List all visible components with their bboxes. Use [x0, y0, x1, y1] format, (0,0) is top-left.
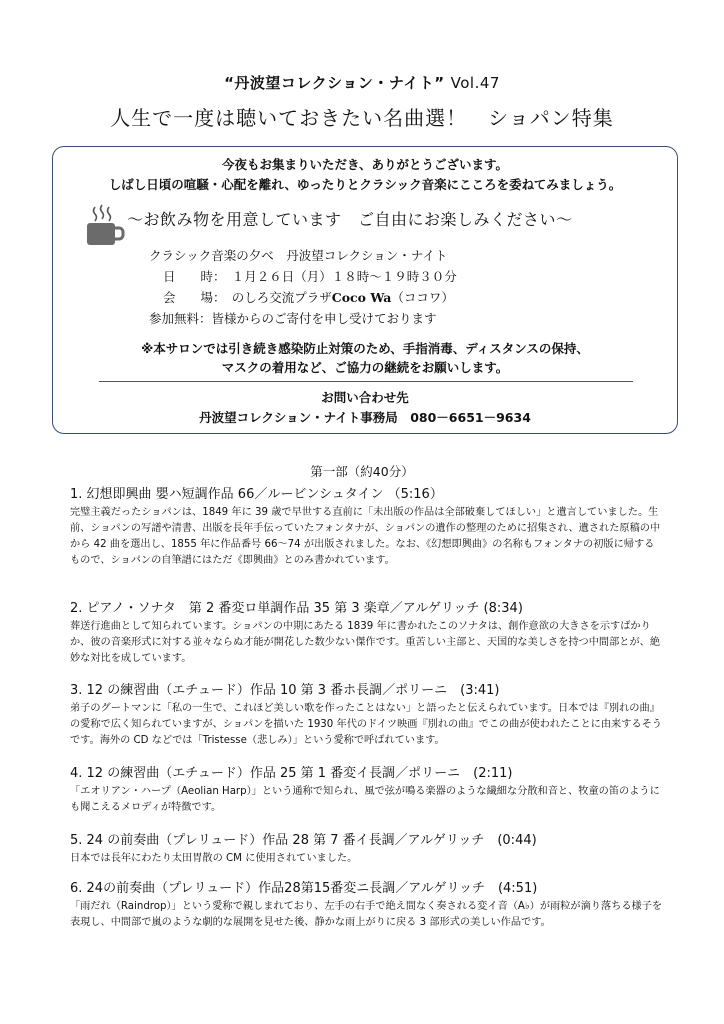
program-item-description: 「雨だれ（Raindrop）」という愛称で親しまれており、左手の右手で絶え間なく奏される変イ音（A♭）が雨粒が滴り落ちる様子を表現し、中間部で嵐のような劇的な展開を見せた後、静かな雨上がりに戻る 3 部形式の美しい作品です。 [70, 901, 663, 928]
program-item-title: 5. 24 の前奏曲（プレリュード）作品 28 第 7 番イ長調／アルゲリッチ (0:44) [70, 833, 537, 848]
volume-number: Vol.47 [450, 74, 500, 92]
contact-label: お問い合わせ先 [321, 390, 409, 405]
program-item-title: 1. 幻想即興曲 嬰ハ短調作品 66／ルービンシュタイン （5:16） [70, 487, 443, 502]
contact-block [53, 388, 677, 428]
program-item-title: 6. 24の前奏曲（プレリュード）作品28第15番変ニ長調／アルゲリッチ (4:51) [70, 881, 538, 896]
program-item-description: 弟子のグートマンに「私の一生で、これほど美しい歌を作ったことはない」と語ったと伝えられています。日本では『別れの曲』の愛称で広く知られていますが、ショパンを描いた 1930 年代のドイツ映画『別れの曲』でこの曲が使われたことに由来するそうです。海外の CD などでは「Tristesse（悲しみ）」という愛称で呼ばれています。 [70, 703, 662, 746]
program-item [70, 832, 664, 867]
event-info [149, 245, 457, 329]
program-item-description: 「エオリアン・ハープ（Aeolian Harp）」という通称で知られ、風で弦が鳴る楽器のような繊細な分散和音と、牧童の笛のようにも聞こえるメロディが特徴です。 [70, 786, 660, 813]
venue-prefix: 会 場： のしろ交流プラザ [163, 290, 332, 305]
event-venue [149, 287, 457, 308]
series-title [0, 72, 724, 93]
event-name: クラシック音楽の夕べ 丹波望コレクション・ナイト [149, 248, 448, 263]
coffee-cup-icon [81, 203, 125, 247]
greeting-line-2: しばし日頃の喧騒・心配を離れ、ゆったりとクラシック音楽にこころを委ねてみましょう。 [108, 177, 622, 192]
contact-info: 丹波望コレクション・ナイト事務局 080－6651－9634 [199, 410, 531, 425]
program-item-description: 葬送行進曲として知られています。ショパンの中期にあたる 1839 年に書かれたこのソナタは、創作意欲の大きさを示すばかりか、彼の音楽形式に対する並々ならぬ才能が開花した数少ない傑作です。重苦しい主部と、天国的な美しさを持つ中間部とが、絶妙な対比を成しています。 [70, 621, 661, 664]
program-item [70, 682, 664, 749]
part-heading: 第一部（約40分） [310, 464, 414, 479]
greeting-line-1: 今夜もお集まりいただき、ありがとうございます。 [221, 157, 508, 172]
program-item-description: 日本では長年にわたり太田胃散の CM に使用されていました。 [70, 853, 358, 864]
venue-suffix: （ココワ） [391, 290, 454, 305]
program-item [70, 600, 664, 667]
covid-notice-line-2: マスクの着用など、ご協力の継続をお願いします。 [221, 360, 509, 375]
covid-notice [53, 339, 677, 377]
program-item [70, 486, 664, 569]
program-item-description: 完璧主義だったショパンは、1849 年に 39 歳で早世する直前に「未出版の作品は全部破棄してほしい」と遺言していました。生前、ショパンの写譜や清書、出版を長年手伝っていたフォンタナが、ショパンの遺作の整理のために招集され、遺された原稿の中から 42 曲を選出し、1855 年に作品番号 66～74 が出版されました。なお、《幻想即興曲》の名称もフォンタナの初版に帰するもので、ショパンの自筆譜にはただ《即興曲》とのみ書かれています。 [70, 507, 661, 566]
program-item [70, 880, 664, 931]
covid-notice-line-1: ※本サロンでは引き続き感染防止対策のため、手指消毒、ディスタンスの保持、 [141, 341, 589, 356]
series-name: “丹波望コレクション・ナイト” [224, 74, 445, 92]
program-item-title: 4. 12 の練習曲（エチュード）作品 25 第 1 番変イ長調／ポリーニ (2:11) [70, 766, 513, 781]
notice-box [52, 146, 678, 434]
venue-name-en: Coco Wa [331, 290, 392, 305]
program-item-title: 3. 12 の練習曲（エチュード）作品 10 第 3 番ホ長調／ポリーニ (3:41) [70, 683, 500, 698]
event-fee: 参加無料：皆様からのご寄付を申し受けております [149, 311, 437, 326]
program-item-title: 2. ピアノ・ソナタ 第 2 番変ロ単調作品 35 第 3 楽章／アルゲリッチ (8:34) [70, 601, 523, 616]
divider [99, 381, 633, 382]
drinks-message: ～お飲み物を用意しています ご自由にお楽しみください～ [127, 210, 573, 229]
event-datetime: 日 時： １月２６日（月）１８時～１９時３０分 [163, 269, 457, 284]
page-title: 人生で一度は聴いておきたい名曲選！ ショパン特集 [110, 106, 614, 130]
program-item [70, 765, 664, 816]
